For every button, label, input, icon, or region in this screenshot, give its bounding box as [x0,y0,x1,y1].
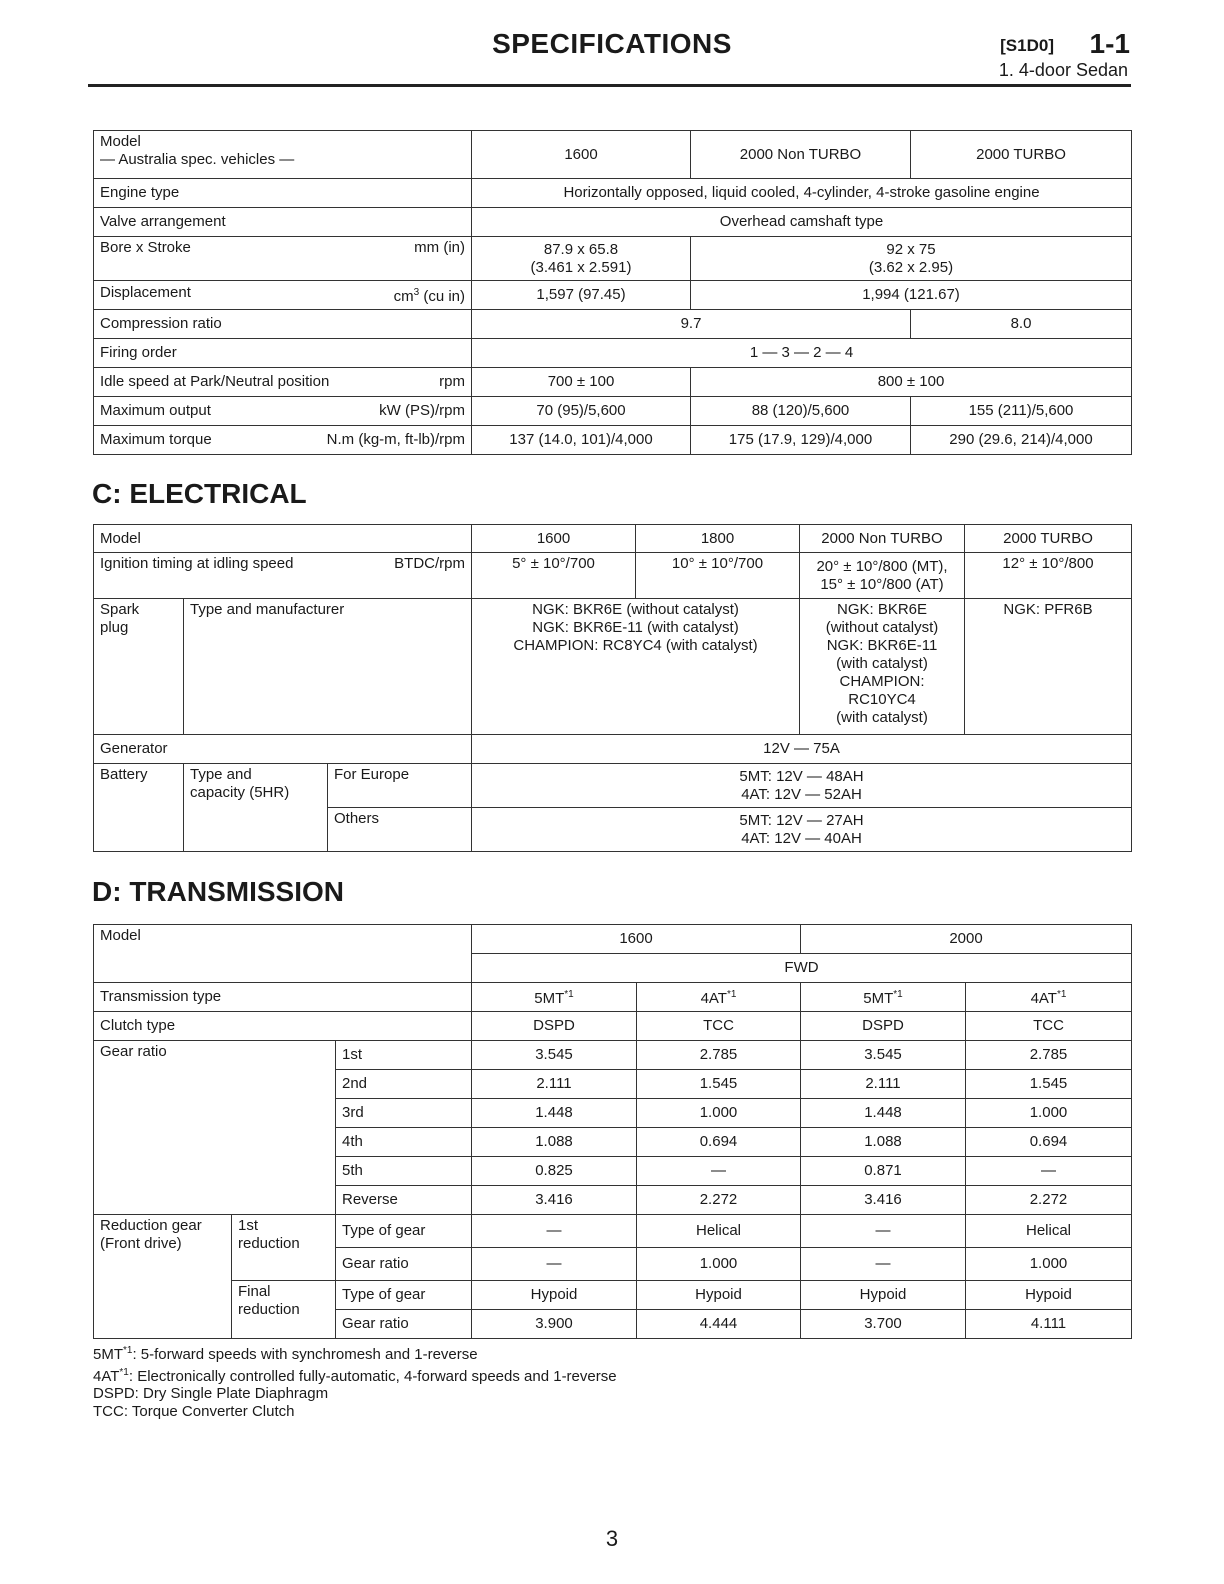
gear-label: Reverse [336,1186,472,1215]
cell-value: 92 x 75 (3.62 x 2.95) [691,237,1132,281]
cell-value: 1.000 [637,1099,801,1128]
cell-value: DSPD [472,1012,637,1041]
row-sublabel: Type and capacity (5HR) [184,764,328,852]
cell-value: Hypoid [801,1281,966,1310]
column-header: 2000 [801,925,1132,954]
table-row [94,1041,1132,1070]
gear-label: 3rd [336,1099,472,1128]
cell-value: 0.694 [966,1128,1132,1157]
engine-spec-table [93,130,1132,455]
cell-value: 4AT$^{*1}$ [637,983,801,1012]
page-reference: 1-1 [1089,28,1130,59]
row-sublabel: For Europe [328,764,472,808]
electrical-section-title: C: ELECTRICAL [92,478,307,509]
cell-value: 700 ± 100 [472,368,691,397]
footnote-dspd: DSPD: Dry Single Plate Diaphragm [93,1385,329,1402]
table-row [94,525,1132,553]
cell-value: 2.785 [966,1041,1132,1070]
cell-value: 0.871 [801,1157,966,1186]
table-row [94,397,1132,426]
cell-value: 1.448 [801,1099,966,1128]
column-header: 2000 TURBO [911,131,1132,179]
row-label: N.m (kg-m, ft-lb)/rpm Maximum torque [94,426,472,455]
cell-value: 8.0 [911,310,1132,339]
cell-value: 3.900 [472,1310,637,1339]
cell-value: 5° ± 10°/700 [472,553,636,599]
cell-value: 5MT$^{*1}$ [472,983,637,1012]
cell-value: 290 (29.6, 214)/4,000 [911,426,1132,455]
cell-value: 2.272 [637,1186,801,1215]
cell-value: 1,994 (121.67) [691,281,1132,310]
table-row [94,553,1132,599]
cell-value: — [637,1157,801,1186]
cell-value: 4.111 [966,1310,1132,1339]
column-header: 2000 TURBO [965,525,1132,553]
cell-value: 70 (95)/5,600 [472,397,691,426]
row-label: Engine type [94,179,472,208]
footnotes [93,1342,617,1420]
column-header: 1600 [472,925,801,954]
row-label: kW (PS)/rpm Maximum output [94,397,472,426]
gear-label: Gear ratio [336,1248,472,1281]
cell-value: DSPD [801,1012,966,1041]
cell-value: NGK: BKR6E (without catalyst) NGK: BKR6E-11 (with catalyst) CHAMPION: RC8YC4 (with catalyst) [472,599,800,735]
cell-value: 1.545 [637,1070,801,1099]
table-row [94,208,1132,237]
row-label: Firing order [94,339,472,368]
row-sublabel: 1st reduction [232,1215,336,1281]
page-title: SPECIFICATIONS [492,28,732,59]
table-row [94,310,1132,339]
column-header: 2000 Non TURBO [691,131,911,179]
table-row [94,764,1132,808]
cell-value: 175 (17.9, 129)/4,000 [691,426,911,455]
cell-value: Helical [637,1215,801,1248]
cell-value: TCC [637,1012,801,1041]
row-label: Generator [94,735,472,764]
column-header: 2000 Non TURBO [800,525,965,553]
cell-value: 4AT$^{*1}$ [966,983,1132,1012]
cell-value: 9.7 [472,310,911,339]
footnote-tcc: TCC: Torque Converter Clutch [93,1402,295,1420]
cell-value: Helical [966,1215,1132,1248]
cell-value: 800 ± 100 [691,368,1132,397]
cell-value: 5MT: 12V — 48AH 4AT: 12V — 52AH [472,764,1132,808]
cell-value: 1.000 [966,1099,1132,1128]
cell-value: 0.694 [637,1128,801,1157]
transmission-section-title: D: TRANSMISSION [92,876,344,907]
cell-value: 1 — 3 — 2 — 4 [472,339,1132,368]
row-label: Clutch type [94,1012,472,1041]
row-label: mm (in) Bore x Stroke [94,237,472,281]
table-row [94,599,1132,735]
gear-label: Type of gear [336,1215,472,1248]
cell-value: 20° ± 10°/800 (MT), 15° ± 10°/800 (AT) [800,553,965,599]
drive-type-cell: FWD [472,954,1132,983]
cell-value: — [472,1248,637,1281]
cell-value: 3.545 [472,1041,637,1070]
gear-label: 1st [336,1041,472,1070]
cell-value: — [966,1157,1132,1186]
row-label: Compression ratio [94,310,472,339]
footnote-4at: 4AT$^{*1}$: Electronically controlled fully-automatic, 4-forward speeds and 1-reverse [93,1366,617,1385]
cell-value: 1.448 [472,1099,637,1128]
cell-value: 3.416 [801,1186,966,1215]
model-header-cell: Model — Australia spec. vehicles — [94,131,472,179]
cell-value: 2.785 [637,1041,801,1070]
table-row [94,179,1132,208]
cell-value: Hypoid [637,1281,801,1310]
row-label: Reduction gear (Front drive) [94,1215,232,1339]
transmission-spec-table [93,924,1132,1339]
row-label: Transmission type [94,983,472,1012]
cell-value: 1.000 [637,1248,801,1281]
row-label: Valve arrangement [94,208,472,237]
row-label: Model [94,525,472,553]
table-row [94,339,1132,368]
row-label: $cm^3$ (cu in) Displacement [94,281,472,310]
table-row [94,131,1132,179]
column-header: 1600 [472,131,691,179]
table-row [94,237,1132,281]
cell-value: 4.444 [637,1310,801,1339]
cell-value: 2.272 [966,1186,1132,1215]
table-row [94,368,1132,397]
page-number: 3 [605,1526,619,1551]
cell-value: Hypoid [966,1281,1132,1310]
cell-value: 1.000 [966,1248,1132,1281]
row-label: rpm Idle speed at Park/Neutral position [94,368,472,397]
section-code: [S1D0] [1000,36,1054,55]
cell-value: 2.111 [472,1070,637,1099]
electrical-spec-table [93,524,1132,852]
gear-label: Type of gear [336,1281,472,1310]
gear-label: 4th [336,1128,472,1157]
row-label: Battery [94,764,184,852]
header-rule [88,84,1131,87]
footnote-5mt: 5MT$^{*1}$: 5-forward speeds with synchromesh and 1-reverse [93,1345,478,1363]
gear-label: 2nd [336,1070,472,1099]
cell-value: 3.416 [472,1186,637,1215]
row-sublabel: Type and manufacturer [184,599,472,735]
table-row [94,1281,1132,1310]
gear-label: Gear ratio [336,1310,472,1339]
row-sublabel: Final reduction [232,1281,336,1339]
cell-value: 155 (211)/5,600 [911,397,1132,426]
cell-value: Horizontally opposed, liquid cooled, 4-cylinder, 4-stroke gasoline engine [472,179,1132,208]
cell-value: 88 (120)/5,600 [691,397,911,426]
table-row [94,925,1132,954]
cell-value: 10° ± 10°/700 [636,553,800,599]
cell-value: — [801,1215,966,1248]
cell-value: 12° ± 10°/800 [965,553,1132,599]
cell-value: Hypoid [472,1281,637,1310]
gear-label: 5th [336,1157,472,1186]
page-subtitle: 1. 4-door Sedan [998,60,1128,80]
cell-value: 1.088 [801,1128,966,1157]
cell-value: 1,597 (97.45) [472,281,691,310]
cell-value: — [801,1248,966,1281]
row-label: BTDC/rpm Ignition timing at idling speed [94,553,472,599]
cell-value: — [472,1215,637,1248]
cell-value: 12V — 75A [472,735,1132,764]
cell-value: 5MT: 12V — 27AH 4AT: 12V — 40AH [472,808,1132,852]
row-label: Spark plug [94,599,184,735]
row-label: Model [94,925,472,983]
table-row [94,426,1132,455]
table-row [94,735,1132,764]
cell-value: 3.545 [801,1041,966,1070]
column-header: 1800 [636,525,800,553]
cell-value: 87.9 x 65.8 (3.461 x 2.591) [472,237,691,281]
row-label: Gear ratio [94,1041,336,1215]
row-sublabel: Others [328,808,472,852]
table-row [94,1012,1132,1041]
cell-value: 1.545 [966,1070,1132,1099]
cell-value: Overhead camshaft type [472,208,1132,237]
cell-value: 1.088 [472,1128,637,1157]
column-header: 1600 [472,525,636,553]
cell-value: NGK: PFR6B [965,599,1132,735]
table-row [94,1215,1132,1248]
table-row [94,281,1132,310]
cell-value: TCC [966,1012,1132,1041]
cell-value: 3.700 [801,1310,966,1339]
cell-value: 137 (14.0, 101)/4,000 [472,426,691,455]
cell-value: 5MT$^{*1}$ [801,983,966,1012]
table-row [94,983,1132,1012]
cell-value: NGK: BKR6E (without catalyst) NGK: BKR6E-11 (with catalyst) CHAMPION: RC10YC4 (with catalyst) [800,599,965,735]
cell-value: 0.825 [472,1157,637,1186]
cell-value: 2.111 [801,1070,966,1099]
